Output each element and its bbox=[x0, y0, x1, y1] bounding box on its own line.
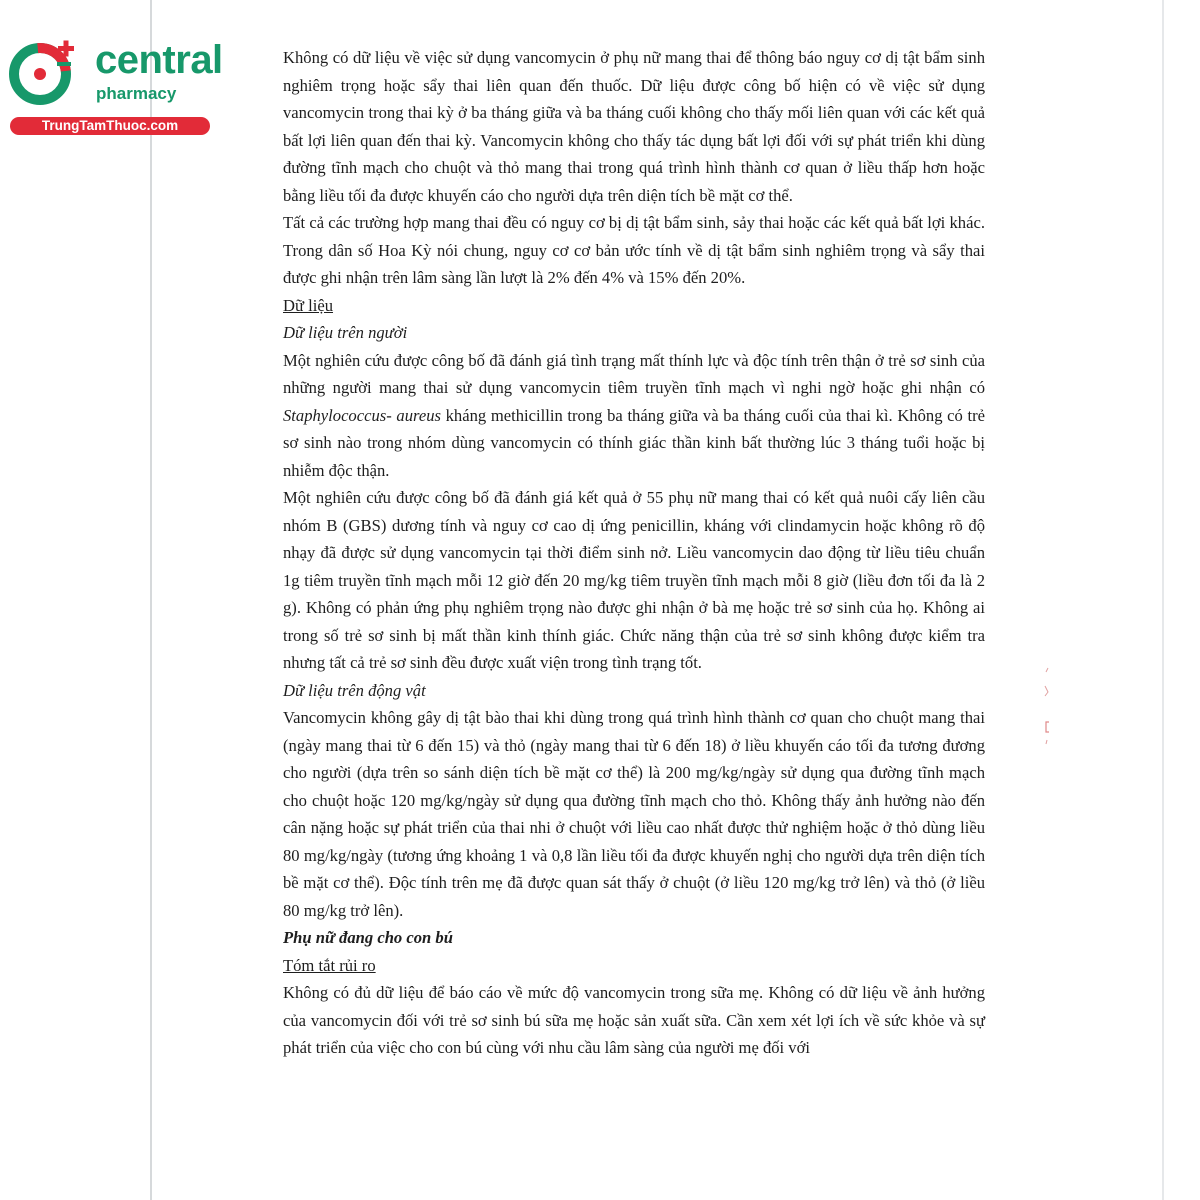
heading-lactation: Phụ nữ đang cho con bú bbox=[283, 928, 453, 947]
heading-risk-summary: Tóm tắt rủi ro bbox=[283, 955, 376, 975]
text-segment: Một nghiên cứu được công bố đã đánh giá tình trạng mất thính lực và độc tính trên thận ở trẻ sơ sinh của những người mang thai sử dụng vancomycin tiêm truyền tĩnh mạch vì nghi ngờ hoặc ghi nhận có bbox=[283, 350, 985, 397]
margin-stamp-mark bbox=[1040, 666, 1054, 746]
document-body bbox=[283, 44, 985, 1062]
paragraph-pregnancy-summary: Không có dữ liệu về việc sử dụng vancomycin ở phụ nữ mang thai để thông báo nguy cơ dị tật bẩm sinh nghiêm trọng hoặc sẩy thai liên quan đến thuốc. Dữ liệu được công bố hiện có về việc sử dụng vancomycin trong thai kỳ ở ba tháng giữa và ba tháng cuối không cho thấy mối liên quan với các kết quả bất lợi liên quan đến thai kỳ. Vancomycin không cho thấy tác dụng bất lợi đối với sự phát triển khi dùng đường tĩnh mạch cho chuột và thỏ mang thai trong quá trình hình thành cơ quan ở liều thấp hơn hoặc bằng liều tối đa được khuyến cáo cho người dựa trên diện tích bề mặt cơ thể. bbox=[283, 48, 985, 205]
brand-website[interactable]: TrungTamThuoc.com bbox=[10, 117, 210, 135]
scan-edge-right bbox=[1162, 0, 1164, 1200]
scan-edge-left bbox=[150, 0, 152, 1200]
brand-name: central bbox=[95, 38, 223, 82]
paragraph-background-risk: Tất cả các trường hợp mang thai đều có nguy cơ bị dị tật bẩm sinh, sảy thai hoặc các kết quả bất lợi khác. Trong dân số Hoa Kỳ nói chung, nguy cơ cơ bản ước tính về dị tật bẩm sinh nghiêm trọng và sẩy thai được ghi nhận trên lâm sàng lần lượt là 2% đến 4% và 15% đến 20%. bbox=[283, 213, 985, 287]
paragraph-lactation: Không có đủ dữ liệu để báo cáo về mức độ vancomycin trong sữa mẹ. Không có dữ liệu về ảnh hưởng của vancomycin đối với trẻ sơ sinh bú sữa mẹ hoặc sản xuất sữa. Cần xem xét lợi ích về sức khỏe và sự phát triển của việc cho con bú cùng với nhu cầu lâm sàng của người mẹ đối với bbox=[283, 983, 985, 1057]
paragraph-human-study-1 bbox=[283, 347, 985, 485]
paragraph-human-study-2: Một nghiên cứu được công bố đã đánh giá kết quả ở 55 phụ nữ mang thai có kết quả nuôi cấy liên cầu nhóm B (GBS) dương tính và nguy cơ cao dị ứng penicillin, kháng với clindamycin hoặc không rõ độ nhạy đã được sử dụng vancomycin tại thời điểm sinh nở. Liều vancomycin dao động từ liều tiêu chuẩn 1g tiêm truyền tĩnh mạch mỗi 12 giờ đến 20 mg/kg tiêm truyền tĩnh mạch mỗi 8 giờ (liều đơn tối đa là 2 g). Không có phản ứng phụ nghiêm trọng nào được ghi nhận ở bà mẹ hoặc trẻ sơ sinh của họ. Không ai trong số trẻ sơ sinh bị mất thần kinh thính giác. Chức năng thận của trẻ sơ sinh không được kiểm tra nhưng tất cả trẻ sơ sinh đều được xuất viện trong tình trạng tốt. bbox=[283, 488, 985, 672]
paragraph-animal-study: Vancomycin không gây dị tật bào thai khi dùng trong quá trình hình thành cơ quan cho chuột mang thai (ngày mang thai từ 6 đến 15) và thỏ (ngày mang thai từ 6 đến 18) ở liều khuyến cáo tối đa tương đương cho người (dựa trên so sánh diện tích bề mặt cơ thể) là 200 mg/kg/ngày sử dụng qua đường tĩnh mạch cho chuột hoặc 120 mg/kg/ngày sử dụng qua đường tĩnh mạch cho thỏ. Không thấy ảnh hưởng nào đến cân nặng hoặc sự phát triển của thai nhi ở chuột với liều cao nhất được thử nghiệm hoặc ở thỏ dùng liều 80 mg/kg/ngày (tương ứng khoảng 1 và 0,8 lần liều tối đa được khuyến nghị cho người dựa trên diện tích bề mặt cơ thể). Độc tính trên mẹ đã được quan sát thấy ở chuột (ở liều 120 mg/kg trở lên) và thỏ (ở liều 80 mg/kg trở lên). bbox=[283, 708, 985, 920]
brand-logo[interactable] bbox=[8, 38, 223, 138]
heading-animal-data: Dữ liệu trên động vật bbox=[283, 680, 426, 700]
text-segment: kháng methicillin trong ba tháng giữa và ba tháng cuối của thai kì. Không có trẻ sơ sinh nào trong nhóm dùng vancomycin có thính giác thần kinh bất thường lúc 3 tháng tuổi hoặc bị nhiễm độc thận. bbox=[283, 405, 985, 480]
heading-human-data: Dữ liệu trên người bbox=[283, 323, 408, 342]
brand-subtitle: pharmacy bbox=[96, 84, 177, 103]
heading-data: Dữ liệu bbox=[283, 295, 334, 315]
organism-name: Staphylococcus- aureus bbox=[283, 405, 441, 425]
pharmacy-cross-icon bbox=[8, 38, 90, 108]
